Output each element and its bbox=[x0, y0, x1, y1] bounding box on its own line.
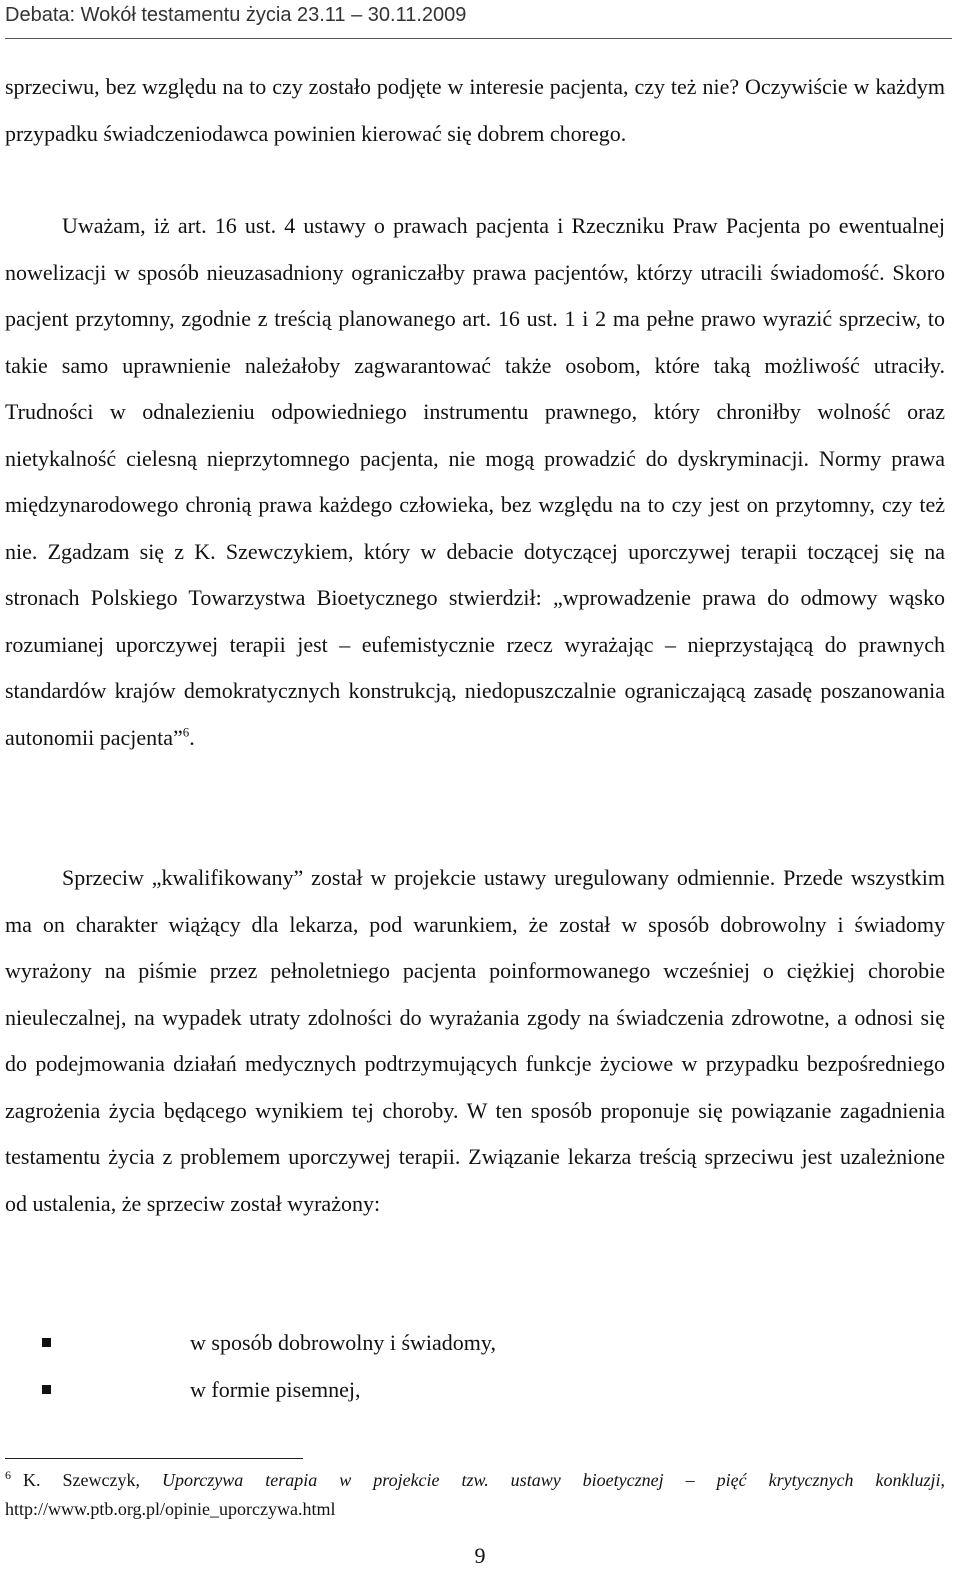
bullet-list bbox=[0, 1320, 940, 1413]
square-bullet-icon bbox=[42, 1338, 51, 1347]
paragraph-2 bbox=[5, 203, 945, 761]
paragraph-2-text: Uważam, iż art. 16 ust. 4 ustawy o prawach pacjenta i Rzeczniku Praw Pacjenta po ewentualnej nowelizacji w sposób nieuzasadniony ograniczałby prawa pacjentów, którzy utracili świadomość. Skoro pacjent przytomny, zgodnie z treścią planowanego art. 16 ust. 1 i 2 ma pełne prawo wyrazić sprzeciw, to takie samo uprawnienie należałoby zagwarantować także osobom, które taką możliwość utraciły. Trudności w odnalezieniu odpowiedniego instrumentu prawnego, który chroniłby wolność oraz nietykalność cielesną nieprzytomnego pacjenta, nie mogą prowadzić do dyskryminacji. Normy prawa międzynarodowego chronią prawa każdego człowieka, bez względu na to czy jest on przytomny, czy też nie. Zgadzam się z K. Szewczykiem, który w debacie dotyczącej uporczywej terapii toczącej się na stronach Polskiego Towarzystwa Bioetycznego stwierdził: „wprowadzenie prawa do odmowy wąsko rozumianej uporczywej terapii jest – eufemistycznie rzecz wyrażając – nieprzystającą do prawnych standardów krajów demokratycznych konstrukcją, niedopuszczalnie ograniczającą zasadę poszanowania autonomii pacjenta” bbox=[5, 213, 945, 750]
list-item-text: w formie pisemnej, bbox=[190, 1376, 361, 1402]
footnote-reference[interactable]: 6 bbox=[182, 724, 190, 740]
footnote-divider bbox=[5, 1458, 303, 1459]
paragraph-2-end: . bbox=[189, 724, 195, 750]
page-number: 9 bbox=[474, 1543, 486, 1568]
list-item bbox=[0, 1367, 940, 1414]
footnote-author: K. Szewczyk, bbox=[23, 1470, 162, 1490]
page-header bbox=[5, 0, 952, 39]
list-item bbox=[0, 1320, 940, 1367]
footnote-number: 6 bbox=[5, 1468, 11, 1482]
paragraph-1: sprzeciwu, bez względu na to czy zostało podjęte w interesie pacjenta, czy też nie? Oczywiście w każdym przypadku świadczeniodawca powinien kierować się dobrem chorego. bbox=[5, 74, 945, 146]
square-bullet-icon bbox=[42, 1385, 51, 1394]
footnote-title: Uporczywa terapia w projekcie tzw. ustawy bioetycznej – pięć krytycznych konkluzji bbox=[161, 1470, 941, 1490]
header-title: Debata: Wokół testamentu życia 23.11 – 30.11.2009 bbox=[5, 4, 467, 26]
footnote bbox=[5, 1466, 945, 1524]
list-item-text: w sposób dobrowolny i świadomy, bbox=[190, 1330, 496, 1355]
footnote-url[interactable]: , http://www.ptb.org.pl/opinie_uporczywa.html bbox=[5, 1470, 945, 1519]
paragraph-3: Sprzeciw „kwalifikowany” został w projekcie ustawy uregulowany odmiennie. Przede wszystkim ma on charakter wiążący dla lekarza, pod warunkiem, że został w sposób dobrowolny i świadomy wyrażony na piśmie przez pełnoletniego pacjenta poinformowanego wcześniej o ciężkiej chorobie nieuleczalnej, na wypadek utraty zdolności do wyrażania zgody na świadczenia zdrowotne, a odnosi się do podejmowania działań medycznych podtrzymujących funkcje życiowe w przypadku bezpośredniego zagrożenia życia będącego wynikiem tej choroby. W ten sposób proponuje się powiązanie zagadnienia testamentu życia z problemem uporczywej terapii. Związanie lekarza treścią sprzeciwu jest uzależnione od ustalenia, że sprzeciw został wyrażony: bbox=[5, 865, 945, 1216]
